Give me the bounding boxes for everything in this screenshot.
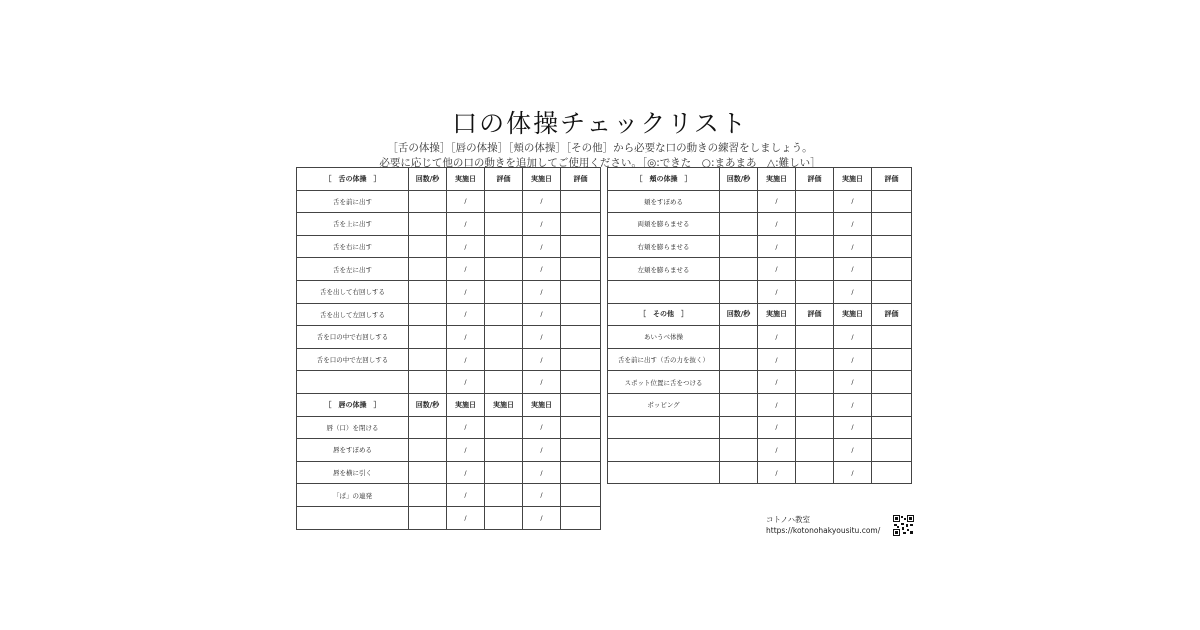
record-cell[interactable]: / — [834, 280, 872, 303]
exercise-label: 左頬を膨らませる — [608, 258, 720, 281]
record-cell[interactable] — [485, 235, 523, 258]
record-cell[interactable] — [409, 235, 447, 258]
table-row — [608, 280, 912, 303]
record-cell[interactable] — [720, 348, 758, 371]
record-cell[interactable]: / — [758, 416, 796, 439]
record-cell[interactable] — [409, 326, 447, 349]
table-row — [297, 258, 601, 281]
record-cell[interactable] — [561, 461, 601, 484]
record-cell[interactable] — [409, 280, 447, 303]
right-section-header-row — [608, 303, 912, 326]
record-cell[interactable]: / — [523, 371, 561, 394]
table-row — [297, 439, 601, 462]
column-header: 評価 — [872, 168, 912, 191]
record-cell[interactable] — [796, 416, 834, 439]
column-header: 回数/秒 — [409, 168, 447, 191]
record-cell[interactable] — [561, 280, 601, 303]
record-cell[interactable] — [409, 484, 447, 507]
record-cell[interactable] — [409, 371, 447, 394]
table-row — [297, 280, 601, 303]
exercise-label: 舌を出して左回しする — [297, 303, 409, 326]
record-cell[interactable] — [720, 393, 758, 416]
record-cell[interactable]: / — [758, 326, 796, 349]
record-cell[interactable] — [720, 371, 758, 394]
record-cell[interactable] — [561, 416, 601, 439]
record-cell[interactable]: / — [447, 190, 485, 213]
right-checklist-table — [607, 167, 912, 484]
left-section-header-row — [297, 393, 601, 416]
record-cell[interactable]: / — [447, 258, 485, 281]
record-cell[interactable] — [720, 235, 758, 258]
column-header: 回数/秒 — [720, 168, 758, 191]
record-cell[interactable] — [485, 348, 523, 371]
record-cell[interactable]: / — [834, 213, 872, 236]
record-cell[interactable] — [872, 416, 912, 439]
exercise-label — [608, 461, 720, 484]
record-cell[interactable]: / — [523, 303, 561, 326]
exercise-label: 舌を前に出す — [297, 190, 409, 213]
table-row — [297, 348, 601, 371]
exercise-label: 唇をすぼめる — [297, 439, 409, 462]
table-row — [608, 371, 912, 394]
table-row — [608, 190, 912, 213]
record-cell[interactable] — [796, 371, 834, 394]
record-cell[interactable]: / — [834, 348, 872, 371]
record-cell[interactable]: / — [758, 348, 796, 371]
right-section-header-row — [608, 168, 912, 191]
column-header: 実施日 — [834, 168, 872, 191]
record-cell[interactable]: / — [523, 416, 561, 439]
table-row — [297, 416, 601, 439]
record-cell[interactable] — [872, 213, 912, 236]
column-header: 評価 — [872, 303, 912, 326]
column-header: 評価 — [796, 303, 834, 326]
record-cell[interactable]: / — [447, 461, 485, 484]
record-cell[interactable]: / — [447, 213, 485, 236]
record-cell[interactable] — [409, 461, 447, 484]
column-header: 評価 — [796, 168, 834, 191]
record-cell[interactable]: / — [523, 461, 561, 484]
record-cell[interactable] — [796, 190, 834, 213]
table-row — [297, 235, 601, 258]
section-title: ［ その他 ］ — [608, 303, 720, 326]
record-cell[interactable]: / — [523, 258, 561, 281]
record-cell[interactable] — [561, 303, 601, 326]
record-cell[interactable]: / — [758, 213, 796, 236]
record-cell[interactable]: / — [523, 213, 561, 236]
record-cell[interactable] — [561, 506, 601, 529]
exercise-label: 舌を右に出す — [297, 235, 409, 258]
column-header: 実施日 — [758, 303, 796, 326]
record-cell[interactable] — [561, 348, 601, 371]
column-header: 評価 — [561, 168, 601, 191]
exercise-label: 右頬を膨らませる — [608, 235, 720, 258]
record-cell[interactable]: / — [447, 280, 485, 303]
record-cell[interactable] — [872, 393, 912, 416]
record-cell[interactable]: / — [834, 235, 872, 258]
exercise-label: あいうべ体操 — [608, 326, 720, 349]
record-cell[interactable] — [720, 461, 758, 484]
table-row — [608, 439, 912, 462]
record-cell[interactable]: / — [758, 235, 796, 258]
column-header: 実施日 — [758, 168, 796, 191]
exercise-label: 唇を横に引く — [297, 461, 409, 484]
record-cell[interactable]: / — [447, 235, 485, 258]
record-cell[interactable] — [409, 506, 447, 529]
record-cell[interactable] — [720, 326, 758, 349]
record-cell[interactable] — [485, 326, 523, 349]
record-cell[interactable] — [409, 348, 447, 371]
record-cell[interactable]: / — [758, 461, 796, 484]
exercise-label — [608, 280, 720, 303]
table-row — [297, 326, 601, 349]
record-cell[interactable] — [409, 439, 447, 462]
record-cell[interactable] — [561, 439, 601, 462]
record-cell[interactable] — [485, 439, 523, 462]
record-cell[interactable]: / — [523, 484, 561, 507]
column-header: 実施日 — [523, 393, 561, 416]
record-cell[interactable]: / — [447, 484, 485, 507]
record-cell[interactable] — [872, 371, 912, 394]
exercise-label: 両頬を膨らませる — [608, 213, 720, 236]
record-cell[interactable] — [485, 461, 523, 484]
record-cell[interactable]: / — [523, 439, 561, 462]
record-cell[interactable] — [485, 371, 523, 394]
record-cell[interactable] — [872, 280, 912, 303]
record-cell[interactable]: / — [834, 461, 872, 484]
record-cell[interactable] — [485, 258, 523, 281]
exercise-label: スポット位置に舌をつける — [608, 371, 720, 394]
record-cell[interactable]: / — [523, 348, 561, 371]
exercise-label: 舌を前に出す（舌の力を抜く） — [608, 348, 720, 371]
credit-url[interactable]: https://kotonohakyousitu.com/ — [766, 526, 881, 535]
record-cell[interactable] — [409, 258, 447, 281]
record-cell[interactable] — [720, 190, 758, 213]
credit-name: コトノハ教室 — [766, 515, 810, 524]
record-cell[interactable]: / — [834, 326, 872, 349]
record-cell[interactable]: / — [523, 190, 561, 213]
record-cell[interactable]: / — [447, 439, 485, 462]
record-cell[interactable] — [720, 213, 758, 236]
record-cell[interactable] — [485, 280, 523, 303]
record-cell[interactable] — [485, 484, 523, 507]
record-cell[interactable]: / — [834, 371, 872, 394]
column-header: 回数/秒 — [409, 393, 447, 416]
record-cell[interactable] — [561, 213, 601, 236]
table-row — [297, 190, 601, 213]
left-section-header-row — [297, 168, 601, 191]
record-cell[interactable]: / — [758, 371, 796, 394]
record-cell[interactable] — [720, 258, 758, 281]
table-row — [608, 348, 912, 371]
table-row — [608, 393, 912, 416]
left-checklist-table — [296, 167, 601, 530]
column-header: 回数/秒 — [720, 303, 758, 326]
exercise-label: 頬をすぼめる — [608, 190, 720, 213]
record-cell[interactable]: / — [758, 439, 796, 462]
exercise-label: 舌を上に出す — [297, 213, 409, 236]
record-cell[interactable] — [796, 348, 834, 371]
record-cell[interactable] — [720, 280, 758, 303]
exercise-label — [297, 371, 409, 394]
record-cell[interactable] — [872, 348, 912, 371]
record-cell[interactable] — [796, 258, 834, 281]
record-cell[interactable]: / — [758, 280, 796, 303]
record-cell[interactable]: / — [447, 303, 485, 326]
table-row — [608, 213, 912, 236]
credit-block — [766, 514, 880, 536]
record-cell[interactable]: / — [447, 416, 485, 439]
table-row — [297, 303, 601, 326]
exercise-label — [297, 506, 409, 529]
exercise-label: 舌を出して右回しする — [297, 280, 409, 303]
page-title: 口の体操チェックリスト — [452, 109, 748, 138]
exercise-label: 唇（口）を閉ける — [297, 416, 409, 439]
table-row — [297, 371, 601, 394]
record-cell[interactable]: / — [834, 393, 872, 416]
record-cell[interactable] — [872, 439, 912, 462]
table-row — [608, 235, 912, 258]
record-cell[interactable]: / — [447, 348, 485, 371]
record-cell[interactable]: / — [758, 190, 796, 213]
record-cell[interactable] — [720, 439, 758, 462]
table-row — [608, 416, 912, 439]
exercise-label: 舌を口の中で右回しする — [297, 326, 409, 349]
column-header: 実施日 — [447, 393, 485, 416]
record-cell[interactable] — [485, 416, 523, 439]
section-title: ［ 舌の体操 ］ — [297, 168, 409, 191]
record-cell[interactable] — [561, 326, 601, 349]
exercise-label — [608, 416, 720, 439]
record-cell[interactable]: / — [523, 326, 561, 349]
qr-code-icon — [893, 515, 914, 536]
record-cell[interactable] — [561, 484, 601, 507]
record-cell[interactable] — [561, 371, 601, 394]
column-header: 実施日 — [834, 303, 872, 326]
table-row — [297, 461, 601, 484]
record-cell[interactable] — [872, 461, 912, 484]
record-cell[interactable] — [561, 258, 601, 281]
column-header: 実施日 — [523, 168, 561, 191]
table-row — [297, 484, 601, 507]
record-cell[interactable]: / — [447, 371, 485, 394]
instruction-line-2: 必要に応じて他の口の動きを追加してご使用ください。［◎:できた ○:まあまあ △:難しい］ — [379, 157, 821, 169]
column-header: 評価 — [485, 168, 523, 191]
record-cell[interactable]: / — [834, 258, 872, 281]
record-cell[interactable] — [409, 416, 447, 439]
column-header: 実施日 — [447, 168, 485, 191]
record-cell[interactable] — [409, 190, 447, 213]
record-cell[interactable]: / — [834, 439, 872, 462]
exercise-label: 舌を口の中で左回しする — [297, 348, 409, 371]
record-cell[interactable] — [796, 461, 834, 484]
record-cell[interactable] — [561, 235, 601, 258]
column-header: 実施日 — [485, 393, 523, 416]
record-cell[interactable]: / — [758, 393, 796, 416]
record-cell[interactable] — [872, 258, 912, 281]
table-row — [297, 213, 601, 236]
record-cell[interactable] — [720, 416, 758, 439]
record-cell[interactable] — [872, 326, 912, 349]
record-cell[interactable]: / — [447, 326, 485, 349]
record-cell[interactable] — [796, 235, 834, 258]
table-row — [608, 461, 912, 484]
record-cell[interactable]: / — [523, 235, 561, 258]
record-cell[interactable]: / — [834, 190, 872, 213]
instruction-line-1: ［舌の体操］［唇の体操］［頬の体操］［その他］から必要な口の動きの練習をしましょう。 — [387, 142, 813, 154]
record-cell[interactable] — [485, 506, 523, 529]
record-cell[interactable] — [872, 190, 912, 213]
section-title: ［ 唇の体操 ］ — [297, 393, 409, 416]
exercise-label: 「ぱ」の連発 — [297, 484, 409, 507]
record-cell[interactable]: / — [447, 506, 485, 529]
record-cell[interactable] — [561, 190, 601, 213]
section-title: ［ 頬の体操 ］ — [608, 168, 720, 191]
record-cell[interactable] — [485, 303, 523, 326]
record-cell[interactable]: / — [758, 258, 796, 281]
exercise-label: ポッピング — [608, 393, 720, 416]
table-row — [608, 258, 912, 281]
record-cell[interactable] — [485, 190, 523, 213]
table-row — [608, 326, 912, 349]
exercise-label — [608, 439, 720, 462]
record-cell[interactable] — [796, 393, 834, 416]
record-cell[interactable]: / — [834, 416, 872, 439]
record-cell[interactable] — [796, 326, 834, 349]
record-cell[interactable] — [409, 303, 447, 326]
record-cell[interactable]: / — [523, 506, 561, 529]
record-cell[interactable] — [485, 213, 523, 236]
exercise-label: 舌を左に出す — [297, 258, 409, 281]
record-cell[interactable] — [796, 280, 834, 303]
record-cell[interactable]: / — [523, 280, 561, 303]
column-header — [561, 393, 601, 416]
record-cell[interactable] — [409, 213, 447, 236]
record-cell[interactable] — [796, 213, 834, 236]
record-cell[interactable] — [872, 235, 912, 258]
table-row — [297, 506, 601, 529]
record-cell[interactable] — [796, 439, 834, 462]
